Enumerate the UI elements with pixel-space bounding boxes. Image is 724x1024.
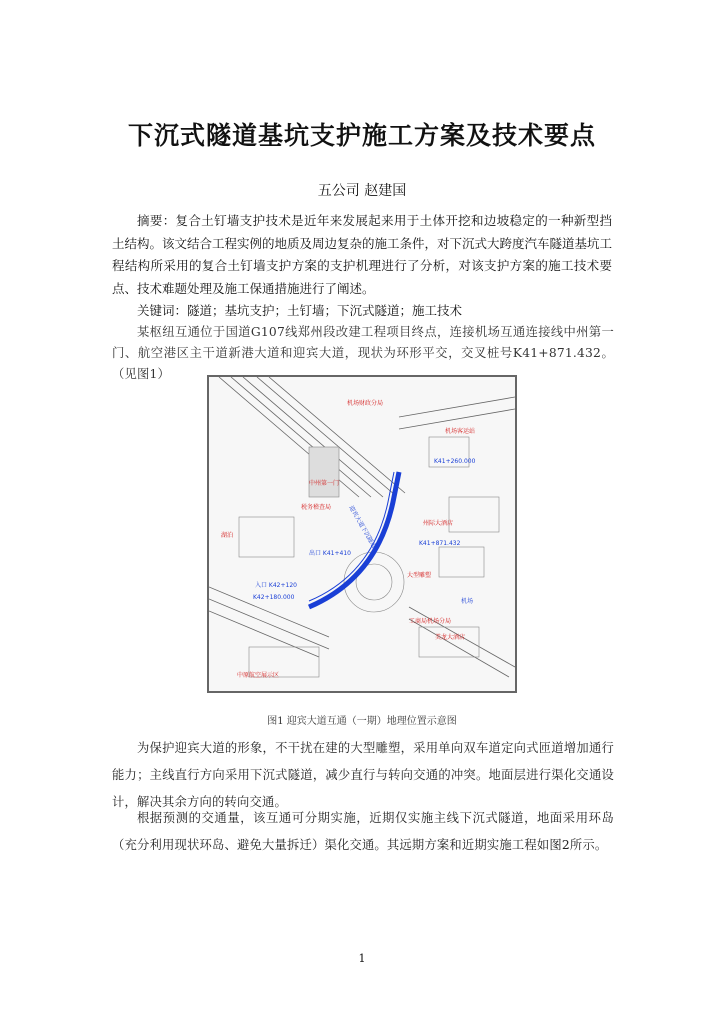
keywords-label: 关键词： (137, 303, 188, 318)
map-label-lake: 湖泊 (221, 532, 234, 539)
body-paragraph-3 (112, 805, 614, 859)
map-label-meilong: 美龙大酒店 (435, 634, 466, 641)
paragraph-text: 为保护迎宾大道的形象，不干扰在建的大型雕塑，采用单向双车道定向式匝道增加通行能力；主线直行方向采用下沉式隧道，减少直行与转向交通的冲突。地面层进行渠化交通设计，解决其余方向的转向交通。 (112, 741, 614, 809)
abstract-block (112, 210, 612, 323)
map-label-tunnel-name: 迎宾大道下沉隧道 (347, 504, 378, 550)
map-label-hotel: 州际大酒店 (423, 520, 454, 527)
map-label-airport-road: 机场 (461, 598, 474, 605)
map-label-central-plaza: 中原航空展示区 (237, 672, 280, 679)
map-label-sculpture: 大型雕塑 (407, 572, 432, 579)
keywords-paragraph (112, 300, 612, 323)
map-label-airport-branch: 机场财政分局 (347, 400, 384, 407)
keywords-text: 隧道；基坑支护；土钉墙；下沉式隧道；施工技术 (187, 303, 463, 318)
abstract-paragraph (112, 210, 612, 300)
abstract-label: 摘要： (137, 213, 176, 228)
location-map (209, 377, 515, 691)
map-label-gate: 中州第一门 (309, 480, 340, 487)
map-label-airport-station: 机场客运站 (445, 428, 476, 435)
map-label-icbc: 工商局机场分局 (409, 618, 452, 625)
map-label-coord1: K41+260.000 (434, 458, 476, 465)
paragraph-text: 某枢纽互通位于国道G107线郑州段改建工程项目终点，连接机场互通连接线中州第一门、航空港区主干道新港大道和迎宾大道，现状为环形平交，交叉桩号K41+871.432。（见图1） (112, 325, 614, 381)
abstract-text: 复合土钉墙支护技术是近年来发展起来用于土体开挖和边坡稳定的一种新型挡土结构。该文结合工程实例的地质及周边复杂的施工条件，对下沉式大跨度汽车隧道基坑工程结构所采用的复合土钉墙支护方案的支护机理进行了分析，对该支护方案的施工技术要点、技术难题处理及施工保通措施进行了阐述。 (112, 213, 613, 296)
author-line: 五公司 赵建国 (317, 183, 407, 199)
figure-caption: 图1 迎宾大道互通（一期）地理位置示意图 (267, 716, 457, 727)
paragraph-text: 根据预测的交通量，该互通可分期实施，近期仅实施主线下沉式隧道，地面采用环岛（充分利用现状环岛、避免大量拆迁）渠化交通。其远期方案和近期实施工程如图2所示。 (112, 811, 614, 852)
map-label-entry-b: 入口 K42+120 (255, 582, 297, 589)
map-label-exit-a: 出口 K41+410 (309, 550, 351, 557)
location-map-figure (207, 375, 517, 693)
page-title: 下沉式隧道基坑支护施工方案及技术要点 (127, 121, 596, 150)
page-number: 1 (358, 952, 366, 965)
map-label-bureau: 税务稽查局 (301, 504, 332, 511)
map-label-coord3: K42+180.000 (253, 594, 295, 601)
body-paragraph-2 (112, 735, 614, 816)
map-label-coord2: K41+871.432 (419, 540, 461, 547)
